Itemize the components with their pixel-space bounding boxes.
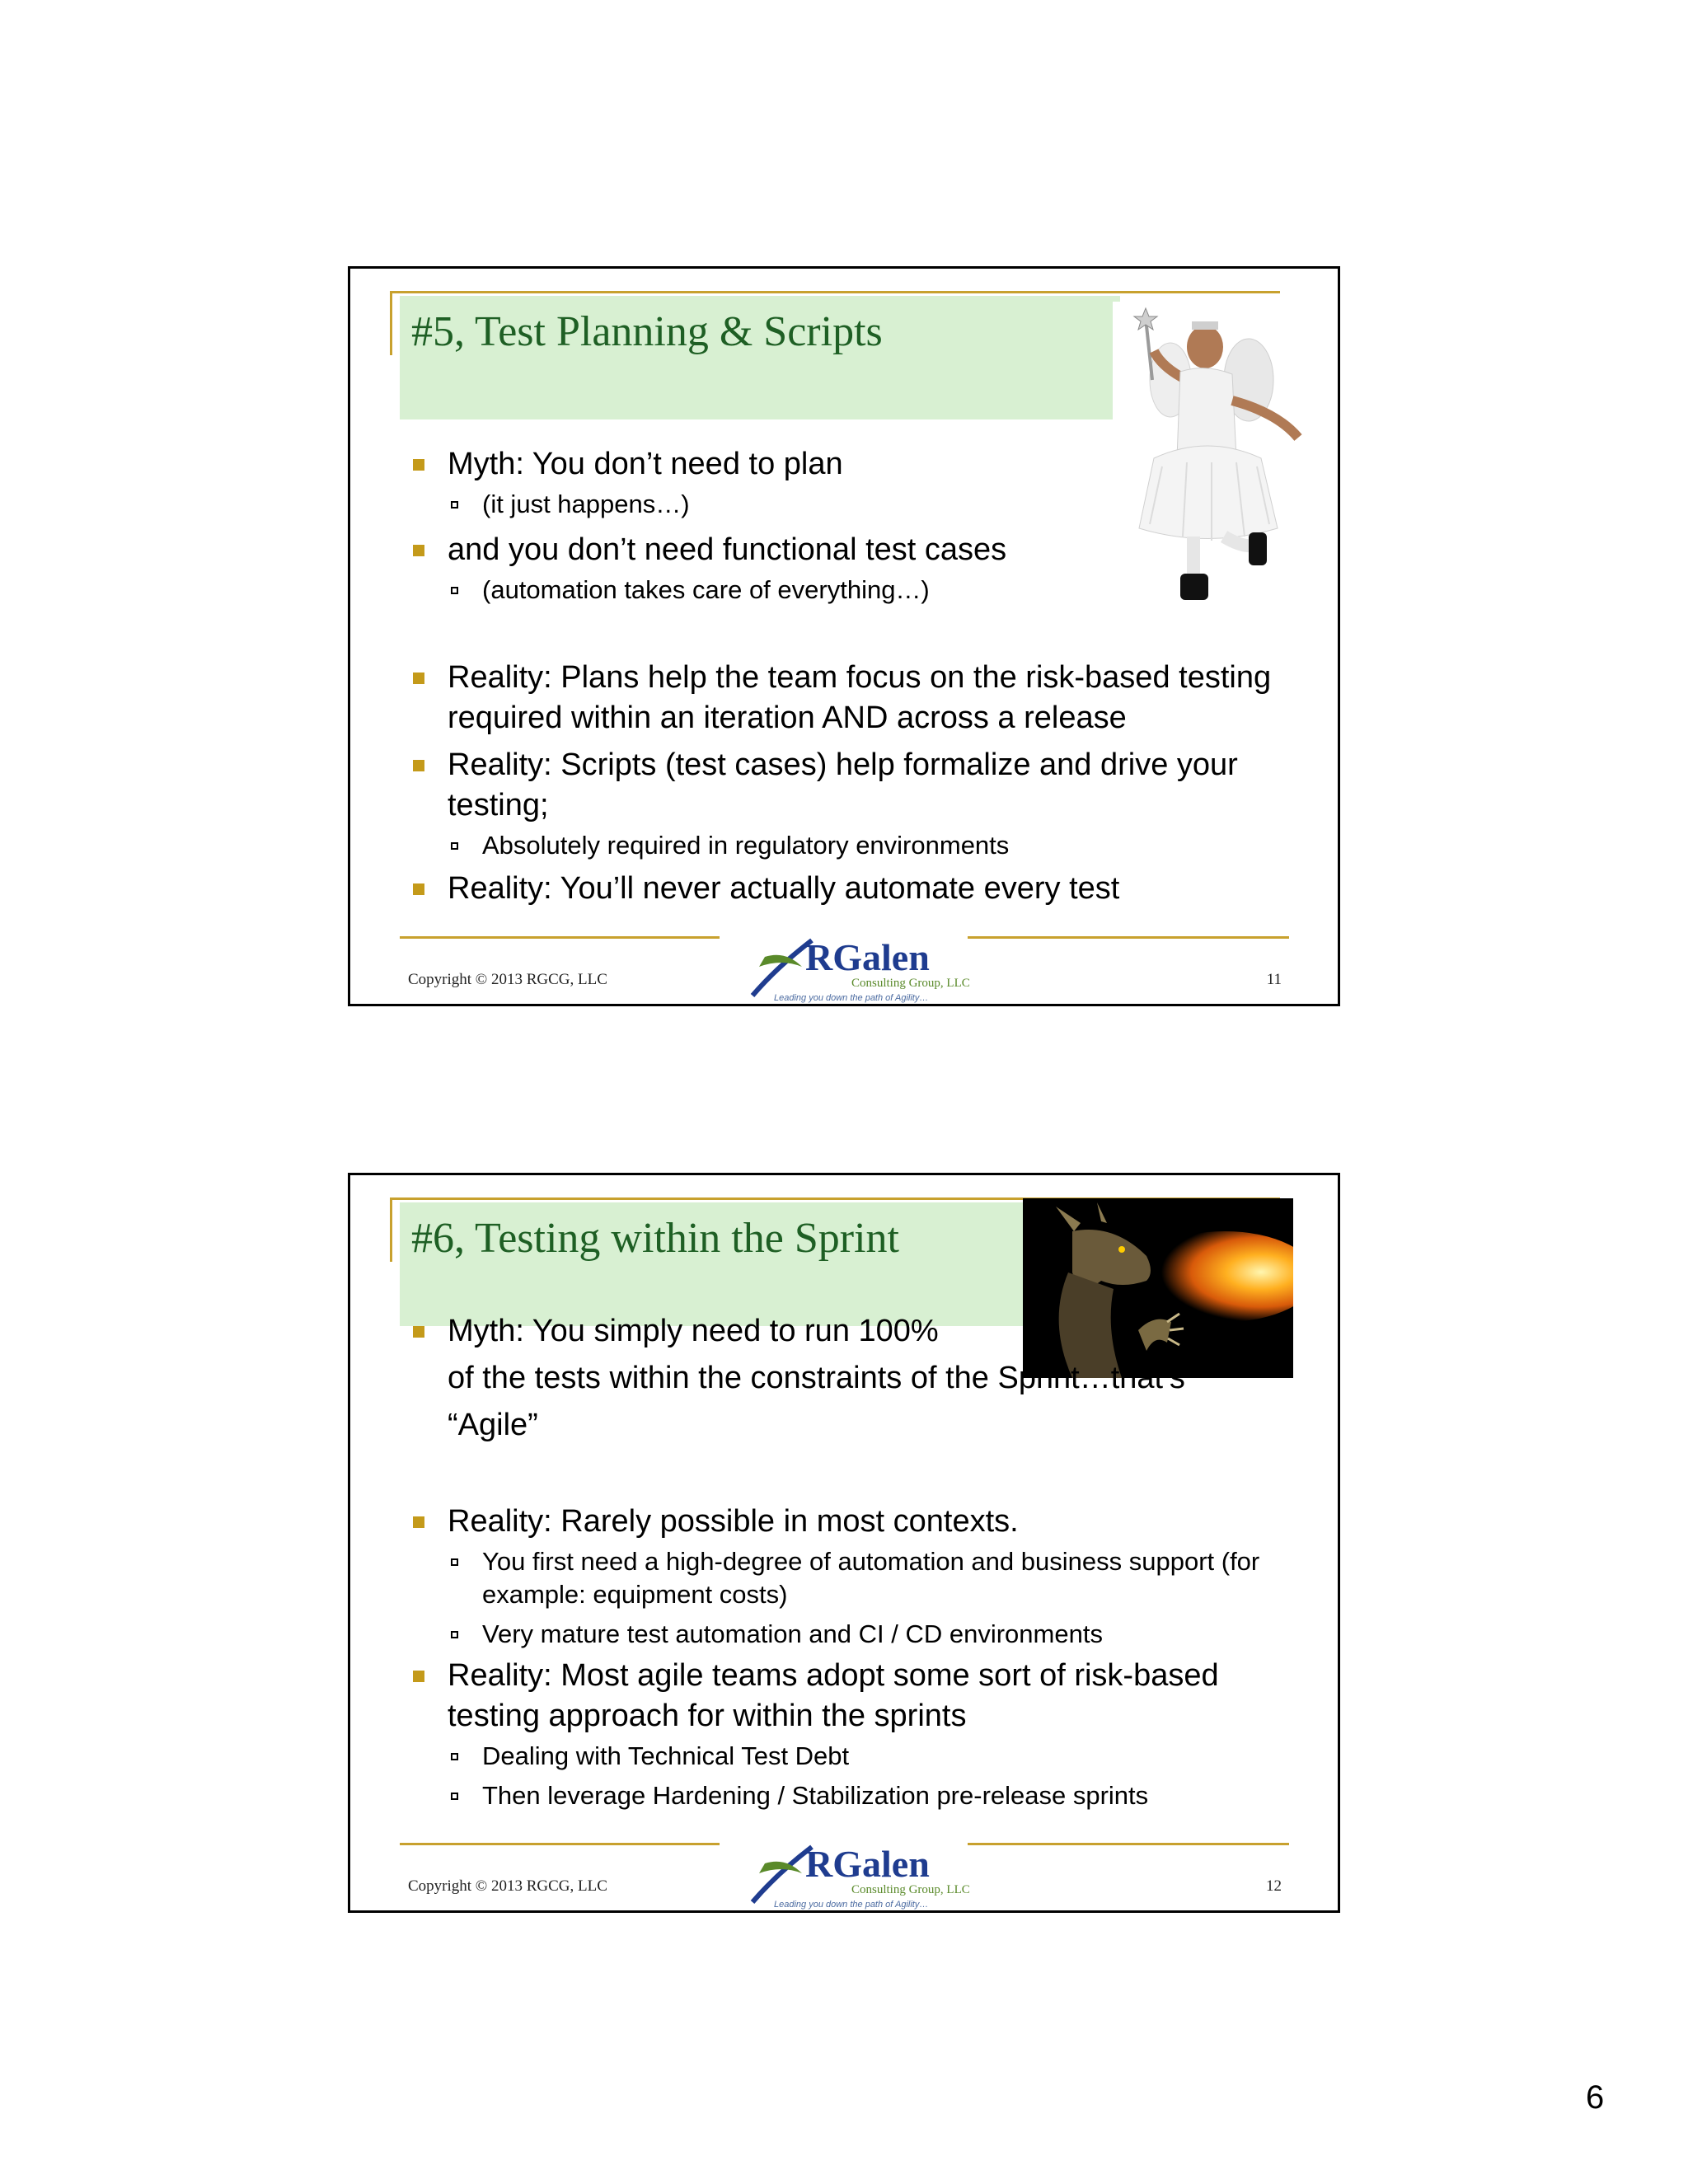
- bullet-list: [401, 444, 1296, 909]
- bullet-item: Reality: Plans help the team focus on the risk-based testing required within an iteration AND across a release: [401, 658, 1296, 738]
- checkbox-bullet-icon: [451, 1631, 458, 1638]
- slide-11: [348, 266, 1340, 1006]
- slide-title: #6, Testing within the Sprint: [411, 1215, 899, 1262]
- checkbox-bullet-icon: [451, 1558, 458, 1566]
- bullet-square-icon: [413, 883, 424, 895]
- logo-tagline: Leading you down the path of Agility…: [774, 1900, 929, 1910]
- bullet-square-icon: [413, 1326, 424, 1338]
- bullet-item: Reality: You’ll never actually automate every test: [401, 869, 1296, 909]
- title-band: [400, 1202, 1120, 1326]
- bullet-continuation: of the tests within the constraints of the Sprint…that’s: [448, 1361, 1185, 1395]
- bullet-item: and you don’t need functional test cases: [401, 530, 1296, 570]
- logo-subtitle: Consulting Group, LLC: [851, 1883, 970, 1896]
- title-rule: [390, 291, 1280, 293]
- bullet-square-icon: [413, 545, 424, 556]
- title-band: [400, 296, 1120, 419]
- slide-title: #5, Test Planning & Scripts: [411, 308, 883, 355]
- footer-rule-left: [400, 1843, 720, 1845]
- sub-bullet-item: You first need a high-degree of automation and business support (for example: equipment costs): [401, 1545, 1296, 1611]
- logo-name: RGalen: [805, 1843, 930, 1885]
- sub-bullet-item: (it just happens…): [401, 488, 1296, 521]
- rgalen-logo: [744, 1840, 970, 1913]
- bullet-square-icon: [413, 673, 424, 684]
- logo-subtitle: Consulting Group, LLC: [851, 977, 970, 990]
- bullet-square-icon: [413, 1671, 424, 1682]
- page-number: 6: [1586, 2079, 1605, 2116]
- slide-12: [348, 1173, 1340, 1913]
- slide-number: 12: [1266, 1877, 1282, 1895]
- sub-bullet-item: Then leverage Hardening / Stabilization pre-release sprints: [401, 1779, 1296, 1812]
- bullet-item: Myth: You simply need to run 100%: [401, 1311, 1296, 1352]
- copyright-text: Copyright © 2013 RGCG, LLC: [408, 971, 607, 988]
- footer-rule-left: [400, 936, 720, 939]
- bullet-item: Reality: Rarely possible in most contexts.: [401, 1502, 1296, 1542]
- sub-bullet-item: Absolutely required in regulatory environments: [401, 829, 1296, 862]
- bullet-continuation: “Agile”: [448, 1408, 538, 1442]
- sub-bullet-item: Dealing with Technical Test Debt: [401, 1740, 1296, 1773]
- rgalen-logo: [744, 934, 970, 1006]
- checkbox-bullet-icon: [451, 1793, 458, 1800]
- checkbox-bullet-icon: [451, 587, 458, 594]
- bullet-item: Reality: Most agile teams adopt some sort of risk-based testing approach for within the sprints: [401, 1656, 1296, 1736]
- bullet-item: Myth: You don’t need to plan: [401, 444, 1296, 485]
- sub-bullet-item: (automation takes care of everything…): [401, 574, 1296, 607]
- checkbox-bullet-icon: [451, 842, 458, 850]
- footer-rule-right: [968, 936, 1289, 939]
- footer-rule-right: [968, 1843, 1289, 1845]
- logo-tagline: Leading you down the path of Agility…: [774, 993, 929, 1003]
- checkbox-bullet-icon: [451, 501, 458, 509]
- bullet-square-icon: [413, 760, 424, 771]
- bullet-item: Reality: Scripts (test cases) help formalize and drive your testing;: [401, 745, 1296, 826]
- bullet-square-icon: [413, 1516, 424, 1528]
- copyright-text: Copyright © 2013 RGCG, LLC: [408, 1877, 607, 1895]
- bullet-list: [401, 1311, 1296, 1812]
- title-rule-left: [390, 291, 392, 355]
- bullet-square-icon: [413, 459, 424, 471]
- sub-bullet-item: Very mature test automation and CI / CD environments: [401, 1618, 1296, 1651]
- slide-number: 11: [1266, 971, 1282, 988]
- checkbox-bullet-icon: [451, 1753, 458, 1760]
- title-rule-left: [390, 1197, 392, 1262]
- logo-name: RGalen: [805, 936, 930, 978]
